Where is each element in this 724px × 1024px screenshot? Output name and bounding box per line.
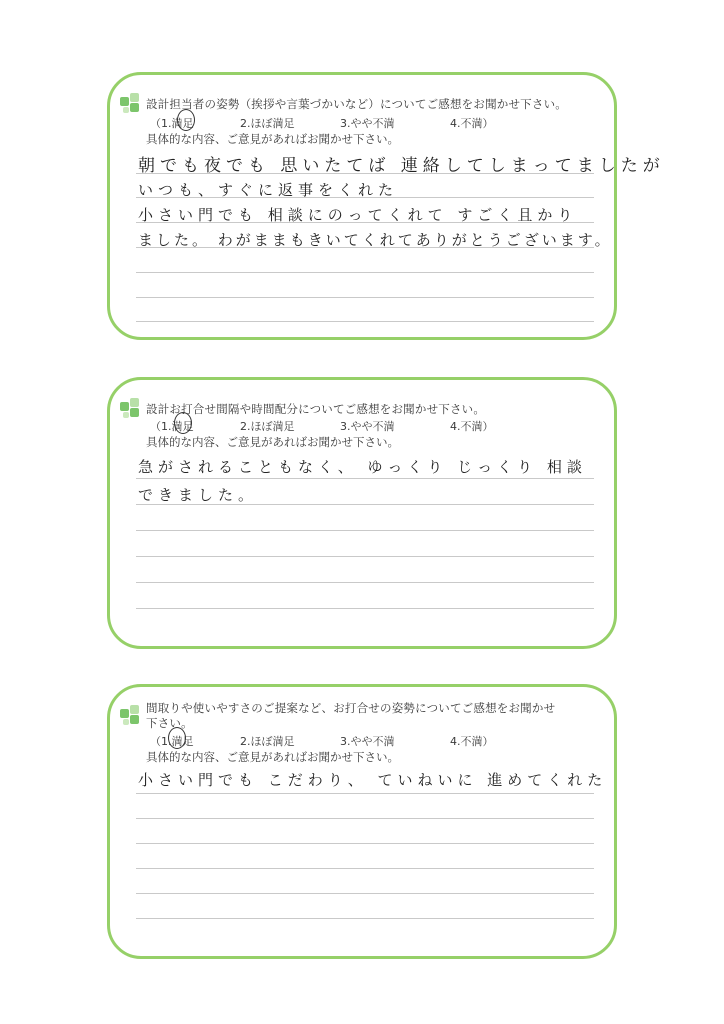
handwritten-line: いつも、すぐに返事をくれた: [138, 181, 399, 199]
details-prompt: 具体的な内容、ご意見があればお聞かせ下さい。: [146, 435, 399, 449]
survey-card-2: [107, 377, 617, 649]
option-1[interactable]: （1.満足: [150, 420, 194, 433]
four-square-logo-icon: [120, 705, 142, 727]
option-3[interactable]: 3.やや不満: [340, 735, 395, 748]
option-4[interactable]: 4.不満）: [450, 117, 494, 130]
details-prompt: 具体的な内容、ご意見があればお聞かせ下さい。: [146, 132, 399, 146]
four-square-logo-icon: [120, 398, 142, 420]
option-2[interactable]: 2.ほぼ満足: [240, 735, 295, 748]
handwritten-line: ました。 わがままもきいてくれてありがとうございます。: [138, 231, 613, 249]
option-2[interactable]: 2.ほぼ満足: [240, 420, 295, 433]
handwritten-line: 朝でも夜でも 思いたてば 連絡してしまってましたが: [138, 156, 665, 176]
option-1[interactable]: （1.満足: [150, 117, 194, 130]
handwritten-line: 小さい門でも 相談にのってくれて すごく且かり: [138, 206, 578, 224]
handwritten-line: 急がされることもなく、 ゆっくり じっくり 相談: [138, 458, 587, 476]
selected-option-circle: [174, 412, 192, 434]
option-4[interactable]: 4.不満）: [450, 735, 494, 748]
question-text: 設計担当者の姿勢（挨拶や言葉づかいなど）についてご感想をお聞かせ下さい。: [146, 97, 567, 111]
question-text: 設計お打合せ間隔や時間配分についてご感想をお聞かせ下さい。: [146, 402, 486, 416]
question-text: 間取りや使いやすさのご提案など、お打合せの姿勢についてご感想をお聞かせ下さい。: [146, 701, 556, 730]
handwritten-line: 小さい門でも こだわり、 ていねいに 進めてくれた: [138, 771, 608, 789]
selected-option-circle: [168, 727, 186, 749]
handwritten-line: できました。: [138, 486, 259, 504]
details-prompt: 具体的な内容、ご意見があればお聞かせ下さい。: [146, 750, 399, 764]
option-3[interactable]: 3.やや不満: [340, 420, 395, 433]
four-square-logo-icon: [120, 93, 142, 115]
selected-option-circle: [177, 109, 195, 131]
survey-card-1: [107, 72, 665, 340]
option-4[interactable]: 4.不満）: [450, 420, 494, 433]
option-3[interactable]: 3.やや不満: [340, 117, 395, 130]
option-1[interactable]: （1.満足: [150, 735, 194, 748]
option-2[interactable]: 2.ほぼ満足: [240, 117, 295, 130]
survey-card-3: [107, 684, 617, 959]
